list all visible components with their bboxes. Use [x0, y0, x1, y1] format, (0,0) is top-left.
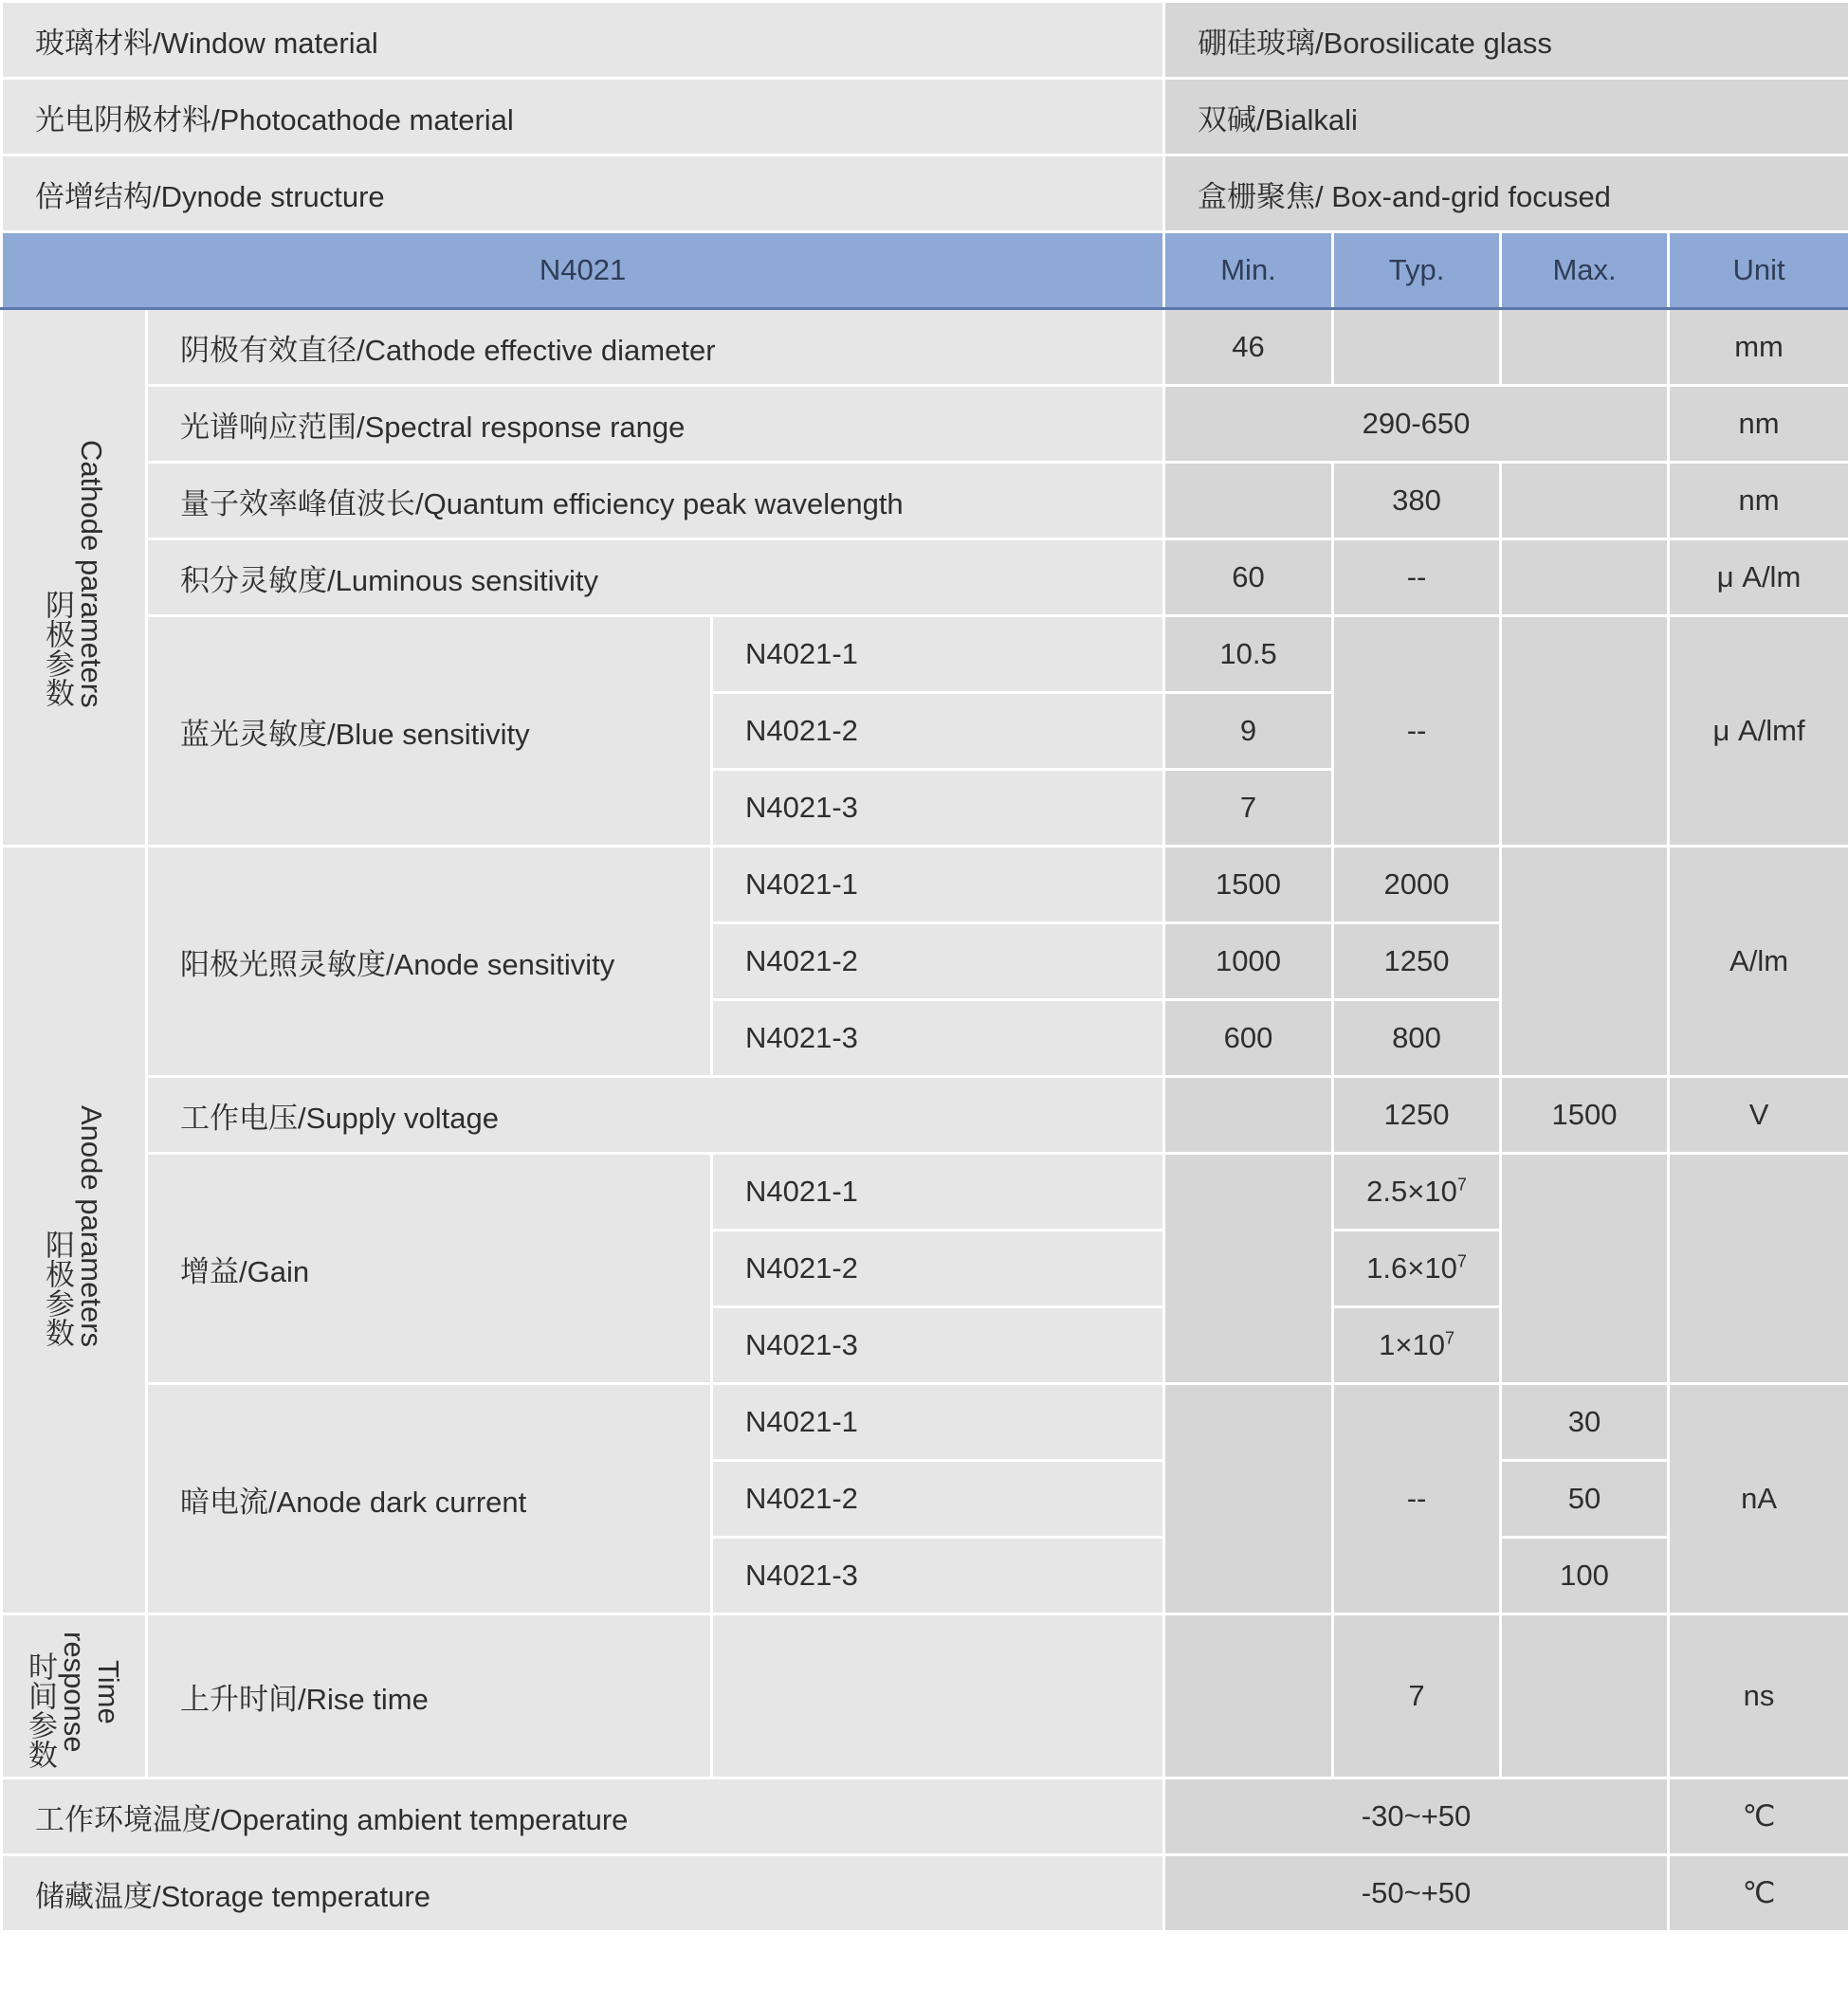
- qe-peak-label: 量子效率峰值波长/Quantum efficiency peak wavelength: [147, 463, 1164, 539]
- gain-base-2: 10: [1424, 1251, 1457, 1285]
- anode-group-en: Anode parameters: [75, 1104, 108, 1348]
- supply-voltage-unit: V: [1669, 1077, 1848, 1154]
- gain-exponent-2: 7: [1456, 1251, 1467, 1271]
- table-header: [2, 232, 1848, 309]
- cathode-diameter-row: [2, 309, 1848, 386]
- anode-model-3: N4021-3: [712, 1000, 1164, 1077]
- time-group-label: [2, 1614, 147, 1778]
- dark-model-1: N4021-1: [712, 1384, 1164, 1461]
- supply-voltage-max: 1500: [1501, 1077, 1669, 1154]
- blue-sensitivity-unit: μ A/lmf: [1669, 616, 1848, 847]
- blue-sensitivity-typ: --: [1333, 616, 1501, 847]
- rise-time-label: 上升时间/Rise time: [147, 1614, 712, 1778]
- gain-times-3: ×: [1395, 1328, 1413, 1361]
- anode-model-2: N4021-2: [712, 923, 1164, 1000]
- blue-model-3: N4021-3: [712, 770, 1164, 847]
- anode-typ-3: 800: [1333, 1000, 1501, 1077]
- time-group-zh: 时间参数: [24, 1651, 57, 1769]
- dark-current-min: [1164, 1384, 1333, 1614]
- header-unit: Unit: [1669, 232, 1848, 309]
- gain-model-3: N4021-3: [712, 1307, 1164, 1384]
- dynode-structure-value: 盒栅聚焦/ Box-and-grid focused: [1164, 155, 1848, 232]
- supply-voltage-row: [2, 1077, 1848, 1154]
- luminous-sensitivity-unit: μ A/lm: [1669, 539, 1848, 616]
- header-model: N4021: [2, 232, 1164, 309]
- cathode-diameter-label: 阴极有效直径/Cathode effective diameter: [147, 309, 1164, 386]
- anode-group-label: [2, 847, 147, 1614]
- cathode-group-en: Cathode parameters: [75, 439, 108, 708]
- qe-peak-max: [1501, 463, 1669, 539]
- qe-peak-typ: 380: [1333, 463, 1501, 539]
- gain-label: 增益/Gain: [147, 1154, 712, 1384]
- storage-temp-unit: ℃: [1669, 1855, 1848, 1932]
- gain-mantissa-3: 1: [1379, 1328, 1396, 1361]
- blue-sensitivity-row-1: [2, 616, 1848, 693]
- luminous-sensitivity-typ: --: [1333, 539, 1501, 616]
- operating-temp-label: 工作环境温度/Operating ambient temperature: [2, 1778, 1164, 1855]
- gain-typ-1: [1333, 1154, 1501, 1231]
- dynode-structure-row: [2, 155, 1848, 232]
- luminous-sensitivity-row: [2, 539, 1848, 616]
- dark-max-2: 50: [1501, 1461, 1669, 1538]
- qe-peak-unit: nm: [1669, 463, 1848, 539]
- storage-temp-label: 储藏温度/Storage temperature: [2, 1855, 1164, 1932]
- gain-mantissa-1: 2.5: [1366, 1175, 1408, 1208]
- operating-temp-value: -30~+50: [1164, 1778, 1669, 1855]
- blue-model-2: N4021-2: [712, 693, 1164, 770]
- qe-peak-min: [1164, 463, 1333, 539]
- storage-temp-value: -50~+50: [1164, 1855, 1669, 1932]
- supply-voltage-min: [1164, 1077, 1333, 1154]
- storage-temp-row: [2, 1855, 1848, 1932]
- rise-time-min: [1164, 1614, 1333, 1778]
- anode-sensitivity-unit: A/lm: [1669, 847, 1848, 1077]
- dark-model-3: N4021-3: [712, 1538, 1164, 1614]
- qe-peak-row: [2, 463, 1848, 539]
- gain-exponent-1: 7: [1456, 1175, 1467, 1194]
- header-min: Min.: [1164, 232, 1333, 309]
- dark-model-2: N4021-2: [712, 1461, 1164, 1538]
- luminous-sensitivity-max: [1501, 539, 1669, 616]
- blue-sensitivity-max: [1501, 616, 1669, 847]
- spectral-range-unit: nm: [1669, 386, 1848, 463]
- gain-max: [1501, 1154, 1669, 1384]
- anode-min-2: 1000: [1164, 923, 1333, 1000]
- gain-times-1: ×: [1407, 1175, 1425, 1208]
- blue-min-3: 7: [1164, 770, 1333, 847]
- anode-sensitivity-max: [1501, 847, 1669, 1077]
- dark-current-unit: nA: [1669, 1384, 1848, 1614]
- rise-time-row: [2, 1614, 1848, 1778]
- cathode-group-zh: 阴极参数: [41, 590, 74, 708]
- anode-sensitivity-row-1: [2, 847, 1848, 923]
- gain-exponent-3: 7: [1444, 1328, 1455, 1348]
- cathode-diameter-max: [1501, 309, 1669, 386]
- gain-typ-3: [1333, 1307, 1501, 1384]
- spectral-range-row: [2, 386, 1848, 463]
- header-typ: Typ.: [1333, 232, 1501, 309]
- gain-unit: [1669, 1154, 1848, 1384]
- dark-current-row-1: [2, 1384, 1848, 1461]
- supply-voltage-label: 工作电压/Supply voltage: [147, 1077, 1164, 1154]
- supply-voltage-typ: 1250: [1333, 1077, 1501, 1154]
- dark-max-3: 100: [1501, 1538, 1669, 1614]
- anode-typ-2: 1250: [1333, 923, 1501, 1000]
- luminous-sensitivity-min: 60: [1164, 539, 1333, 616]
- gain-row-1: [2, 1154, 1848, 1231]
- dynode-structure-label: 倍增结构/Dynode structure: [2, 155, 1164, 232]
- spectral-range-value: 290-650: [1164, 386, 1669, 463]
- gain-model-2: N4021-2: [712, 1231, 1164, 1307]
- cathode-diameter-typ: [1333, 309, 1501, 386]
- spectral-range-label: 光谱响应范围/Spectral response range: [147, 386, 1164, 463]
- window-material-label: 玻璃材料/Window material: [2, 2, 1164, 79]
- anode-min-3: 600: [1164, 1000, 1333, 1077]
- dark-max-1: 30: [1501, 1384, 1669, 1461]
- photocathode-material-row: [2, 79, 1848, 155]
- photocathode-material-label: 光电阴极材料/Photocathode material: [2, 79, 1164, 155]
- cathode-diameter-min: 46: [1164, 309, 1333, 386]
- blue-min-1: 10.5: [1164, 616, 1333, 693]
- dark-current-label: 暗电流/Anode dark current: [147, 1384, 712, 1614]
- operating-temp-unit: ℃: [1669, 1778, 1848, 1855]
- anode-typ-1: 2000: [1333, 847, 1501, 923]
- blue-sensitivity-label: 蓝光灵敏度/Blue sensitivity: [147, 616, 712, 847]
- gain-mantissa-2: 1.6: [1366, 1251, 1408, 1285]
- photocathode-material-value: 双碱/Bialkali: [1164, 79, 1848, 155]
- blue-model-1: N4021-1: [712, 616, 1164, 693]
- luminous-sensitivity-label: 积分灵敏度/Luminous sensitivity: [147, 539, 1164, 616]
- header-max: Max.: [1501, 232, 1669, 309]
- anode-sensitivity-label: 阳极光照灵敏度/Anode sensitivity: [147, 847, 712, 1077]
- gain-times-2: ×: [1407, 1251, 1425, 1285]
- gain-min: [1164, 1154, 1333, 1384]
- window-material-value: 硼硅玻璃/Borosilicate glass: [1164, 2, 1848, 79]
- blue-min-2: 9: [1164, 693, 1333, 770]
- window-material-row: [2, 2, 1848, 79]
- rise-time-max: [1501, 1614, 1669, 1778]
- rise-time-typ: 7: [1333, 1614, 1501, 1778]
- anode-group-zh: 阳极参数: [41, 1230, 74, 1348]
- cathode-group-label: [2, 309, 147, 847]
- anode-model-1: N4021-1: [712, 847, 1164, 923]
- gain-base-3: 10: [1412, 1328, 1445, 1361]
- gain-model-1: N4021-1: [712, 1154, 1164, 1231]
- cathode-diameter-unit: mm: [1669, 309, 1848, 386]
- rise-time-blank: [712, 1614, 1164, 1778]
- rise-time-unit: ns: [1669, 1614, 1848, 1778]
- gain-base-1: 10: [1424, 1175, 1457, 1208]
- gain-typ-2: [1333, 1231, 1501, 1307]
- dark-current-typ: --: [1333, 1384, 1501, 1614]
- time-group-en: Time response: [58, 1632, 125, 1753]
- anode-min-1: 1500: [1164, 847, 1333, 923]
- operating-temp-row: [2, 1778, 1848, 1855]
